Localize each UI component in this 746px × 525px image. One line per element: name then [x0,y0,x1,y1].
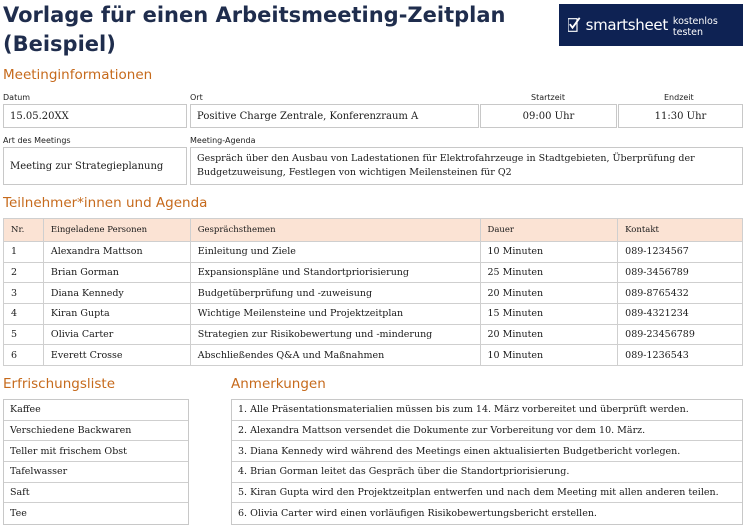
cell-duration[interactable]: 10 Minuten [480,345,618,366]
cell-contact[interactable]: 089-1234567 [618,242,743,263]
cell-number[interactable]: 4 [4,304,44,325]
cell-duration[interactable]: 15 Minuten [480,304,618,325]
list-item[interactable]: Tee [10,508,27,520]
list-item[interactable]: 6. Olivia Carter wird einen vorläufigen Risikobewertungsbericht erstellen. [238,508,597,520]
cell-topic[interactable]: Wichtige Meilensteine und Projektzeitplan [190,304,480,325]
notes-heading: Anmerkungen [231,376,326,392]
list-item[interactable]: Verschiedene Backwaren [4,421,188,442]
cell-number[interactable]: 6 [4,345,44,366]
logo-brand: smartsheet [585,16,668,34]
date-field[interactable]: 15.05.20XX [3,104,187,128]
location-label: Ort [190,93,203,102]
cell-number[interactable]: 1 [4,242,44,263]
cell-topic[interactable]: Einleitung und Ziele [190,242,480,263]
participants-table [3,218,743,366]
date-label: Datum [3,93,31,102]
page-title: Vorlage für einen Arbeitsmeeting-Zeitplan (Beispiel) [3,3,506,56]
logo-tagline: kostenlos testen [672,15,718,38]
list-item[interactable]: Kaffee [4,400,188,421]
list-item[interactable]: Teller mit frischem Obst [4,441,188,462]
list-item[interactable]: 2. Alexandra Mattson versendet die Dokumente zur Vorbereitung vor dem 10. März. [232,421,742,442]
refreshments-list [3,399,189,525]
cell-invitee[interactable]: Alexandra Mattson [43,242,190,263]
cell-contact[interactable]: 089-3456789 [618,262,743,283]
column-header-contact: Kontakt [618,219,743,242]
column-header-number: Nr. [4,219,44,242]
cell-number[interactable]: 2 [4,262,44,283]
column-header-duration: Dauer [480,219,618,242]
cell-invitee[interactable]: Everett Crosse [43,345,190,366]
cell-topic[interactable]: Expansionspläne und Standortpriorisierung [190,262,480,283]
participants-heading: Teilnehmer*innen und Agenda [3,195,208,211]
start-time-field[interactable]: 09:00 Uhr [480,104,617,128]
meeting-type-label: Art des Meetings [3,136,71,145]
meeting-type-field[interactable]: Meeting zur Strategieplanung [3,147,187,185]
table-row [4,304,743,325]
table-row [4,324,743,345]
notes-list [231,399,743,525]
table-row [4,242,743,263]
cell-topic[interactable]: Budgetüberprüfung und -zuweisung [190,283,480,304]
cell-number[interactable]: 5 [4,324,44,345]
table-row [4,262,743,283]
list-item[interactable]: 3. Diana Kennedy wird während des Meetings einen aktualisierten Budgetbericht vorlegen. [232,441,742,462]
cell-duration[interactable]: 25 Minuten [480,262,618,283]
cell-duration[interactable]: 10 Minuten [480,242,618,263]
cell-topic[interactable]: Abschließendes Q&A und Maßnahmen [190,345,480,366]
list-item[interactable]: Saft [4,483,188,504]
meeting-agenda-label: Meeting-Agenda [190,136,256,145]
table-row [4,283,743,304]
cell-contact[interactable]: 089-8765432 [618,283,743,304]
column-header-topics: Gesprächsthemen [190,219,480,242]
list-item[interactable]: 5. Kiran Gupta wird den Projektzeitplan entwerfen und nach dem Meeting mit allen anderen teilen. [232,483,742,504]
cell-number[interactable]: 3 [4,283,44,304]
end-time-label: Endzeit [664,93,694,102]
list-item[interactable]: 1. Alle Präsentationsmaterialien müssen bis zum 14. März vorbereitet und überprüft werden. [232,400,742,421]
cell-invitee[interactable]: Olivia Carter [43,324,190,345]
cell-contact[interactable]: 089-4321234 [618,304,743,325]
list-item[interactable]: Tafelwasser [4,462,188,483]
cell-invitee[interactable]: Diana Kennedy [43,283,190,304]
cell-duration[interactable]: 20 Minuten [480,283,618,304]
cell-contact[interactable]: 089-23456789 [618,324,743,345]
cell-invitee[interactable]: Brian Gorman [43,262,190,283]
table-row [4,345,743,366]
start-time-label: Startzeit [531,93,566,102]
refreshments-heading: Erfrischungsliste [3,376,115,392]
cell-contact[interactable]: 089-1236543 [618,345,743,366]
column-header-invitees: Eingeladene Personen [43,219,190,242]
list-item[interactable]: 4. Brian Gorman leitet das Gespräch über die Standortpriorisierung. [232,462,742,483]
end-time-field[interactable]: 11:30 Uhr [618,104,743,128]
smartsheet-check-icon [568,17,581,33]
location-field[interactable]: Positive Charge Zentrale, Konferenzraum A [190,104,479,128]
meeting-agenda-field[interactable]: Gespräch über den Ausbau von Ladestationen für Elektrofahrzeuge in Stadtgebieten, Überprüfung der Budgetzuweisung, Festlegen von wichtigen Meilensteinen für Q2 [190,147,743,185]
smartsheet-logo-button[interactable] [559,4,743,46]
participants-header-row [4,219,743,242]
cell-duration[interactable]: 20 Minuten [480,324,618,345]
cell-topic[interactable]: Strategien zur Risikobewertung und -minderung [190,324,480,345]
cell-invitee[interactable]: Kiran Gupta [43,304,190,325]
meeting-info-heading: Meetinginformationen [3,67,153,83]
